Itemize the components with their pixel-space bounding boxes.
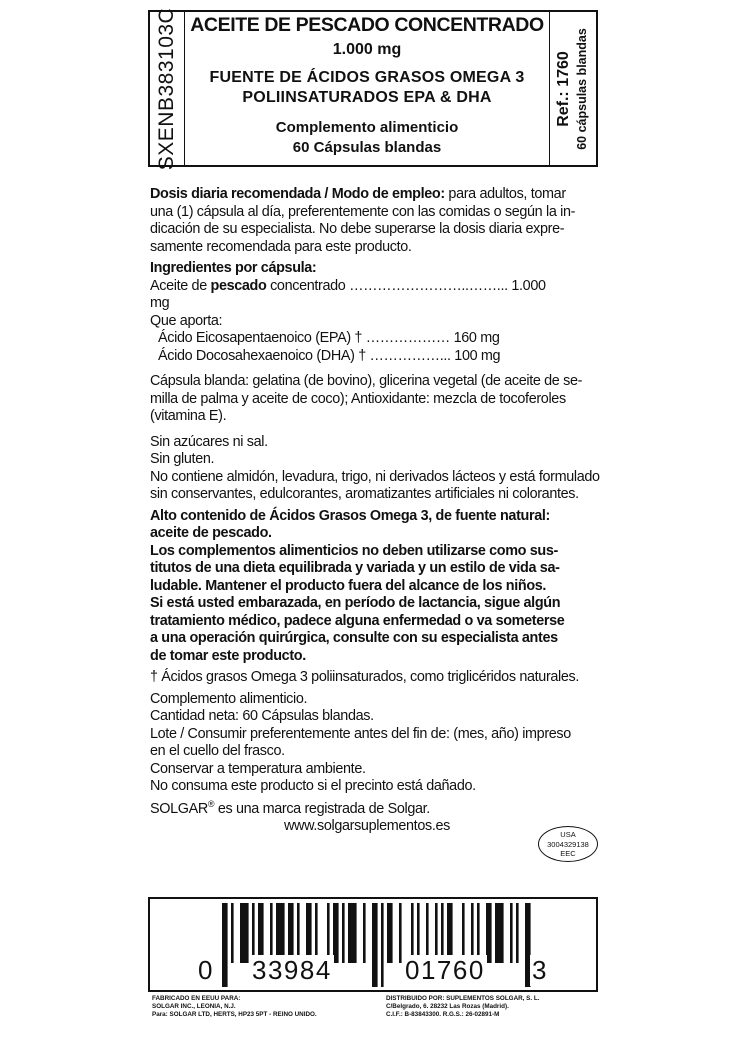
product-type: Complemento alimenticio	[275, 119, 459, 136]
ingredient-dha: Ácido Docosahexaenoico (DHA) † ……………... 100 mg	[158, 347, 501, 364]
barcode-bar	[288, 903, 294, 963]
product-subtitle-1: FUENTE DE ÁCIDOS GRASOS OMEGA 3	[209, 69, 525, 86]
product-code-panel	[150, 7, 185, 170]
product-dose: 1.000 mg	[332, 41, 402, 58]
warning-line-4: titutos de una dieta equilibrada y variada y un estilo de vida sa-	[150, 560, 560, 576]
dosage-line-3: dicación de su especialista. No debe superarse la dosis diaria expre-	[150, 221, 565, 237]
dosage-line-4: samente recomendada para este producto.	[150, 238, 412, 255]
warning-line-1: Alto contenido de Ácidos Grasos Omega 3, de fuente natural:	[150, 507, 550, 524]
barcode-bar	[381, 903, 384, 987]
info-line-6: No consuma este producto si el precinto está dañado.	[150, 778, 476, 794]
info-line-1: Complemento alimenticio.	[150, 690, 308, 707]
barcode-bar	[495, 903, 504, 963]
barcode-bar	[297, 903, 300, 963]
ingredient-epa: Ácido Eicosapentaenoico (EPA) † ……………… 160 mg	[158, 330, 500, 346]
barcode-bar	[258, 903, 264, 963]
barcode-bar	[399, 903, 402, 963]
barcode-digits-left: 33984	[252, 955, 332, 985]
product-title: ACEITE DE PESCADO CONCENTRADO	[190, 14, 544, 36]
barcode-bar	[222, 903, 228, 987]
product-subtitle-2: POLIINSATURADOS EPA & DHA	[242, 89, 492, 106]
barcode-box	[148, 897, 598, 992]
barcode-bar	[231, 903, 234, 963]
capsule-line-2: milla de palma y aceite de coco); Antioxidante: mezcla de tocoferoles	[150, 390, 566, 407]
warning-line-8: a una operación quirúrgica, consulte con su especialista antes	[150, 630, 558, 646]
free-from-line-1: Sin azúcares ni sal.	[150, 433, 268, 450]
provides-label: Que aporta:	[150, 312, 223, 329]
capsule-line-1: Cápsula blanda: gelatina (de bovino), glicerina vegetal (de aceite de se-	[150, 373, 583, 389]
barcode-bar	[441, 903, 444, 963]
barcode-bar	[240, 903, 249, 963]
warning-line-2: aceite de pescado.	[150, 525, 272, 541]
barcode-bar	[387, 903, 393, 963]
barcode-bar	[276, 903, 285, 963]
warning-line-5: ludable. Mantener el producto fuera del alcance de los niños.	[150, 577, 547, 594]
free-from-line-2: Sin gluten.	[150, 451, 215, 467]
barcode-bar	[510, 903, 513, 963]
manufacturer-block: FABRICADO EN EEUU PARA: SOLGAR INC., LEONIA, N.J. Para: SOLGAR LTD, HERTS, HP23 5PT - REINO UNIDO.	[152, 995, 317, 1019]
barcode-digit-system: 0	[198, 955, 214, 985]
barcode-bar	[417, 903, 420, 963]
product-quantity: 60 Cápsulas blandas	[292, 139, 442, 156]
ingredients-heading: Ingredientes por cápsula:	[150, 260, 317, 276]
reference-panel	[549, 12, 596, 165]
info-line-2: Cantidad neta: 60 Cápsulas blandas.	[150, 708, 374, 724]
barcode-bar	[270, 903, 273, 963]
product-code: SXENB383103C	[155, 7, 178, 170]
info-line-3: Lote / Consumir preferentemente antes del fin de: (mes, año) impreso	[150, 725, 571, 742]
dosage-label: Dosis diaria recomendada / Modo de empleo:	[150, 186, 445, 202]
barcode-bar	[516, 903, 519, 963]
barcode-bar	[462, 903, 465, 963]
barcode-bar	[486, 903, 492, 963]
header-center	[184, 12, 550, 156]
barcode-bar	[306, 903, 312, 963]
barcode-bar	[315, 903, 318, 963]
barcode-bar	[333, 903, 339, 963]
product-header-box	[148, 7, 598, 170]
label-body	[150, 186, 600, 835]
barcode-digit-check: 3	[532, 955, 548, 985]
barcode-bar	[426, 903, 429, 963]
barcode-bar	[342, 903, 345, 963]
warning-line-6: Si está usted embarazada, en período de lactancia, sigue algún	[150, 595, 561, 611]
barcode-bar	[447, 903, 453, 963]
barcode-bar	[363, 903, 366, 963]
eec-oval-seal: USA 3004329138 EEC	[538, 826, 598, 862]
warning-line-9: de tomar este producto.	[150, 647, 306, 664]
info-line-5: Conservar a temperatura ambiente.	[150, 760, 366, 777]
info-line-4: en el cuello del frasco.	[150, 743, 285, 759]
barcode-bar	[411, 903, 414, 963]
reference-number: Ref.: 1760	[555, 50, 572, 127]
footnote: † Ácidos grasos Omega 3 poliinsaturados, como triglicéridos naturales.	[150, 669, 580, 685]
free-from-line-3: No contiene almidón, levadura, trigo, ni derivados lácteos y está formulado	[150, 468, 600, 485]
website-link[interactable]: www.solgarsuplementos.es	[284, 817, 450, 834]
ingredient-oil-unit: mg	[150, 295, 170, 311]
distributor-block: DISTRIBUIDO POR: SUPLEMENTOS SOLGAR, S. L. C/Belgrado, 6. 28232 Las Rozas (Madrid). C.I.F.: B-83843300. R.G.S.: 26-02891-M	[386, 995, 540, 1019]
barcode-bar	[435, 903, 438, 963]
barcode-bar	[471, 903, 474, 963]
capsule-line-3: (vitamina E).	[150, 408, 227, 424]
barcode-bar	[252, 903, 255, 963]
barcode-bar	[327, 903, 330, 963]
barcode-bar	[372, 903, 378, 987]
warning-line-7: tratamiento médico, padece alguna enfermedad o va someterse	[150, 612, 565, 629]
dosage-line-2: una (1) cápsula al día, preferentemente con las comidas o según la in-	[150, 203, 576, 220]
barcode-bar	[477, 903, 480, 963]
barcode-bar	[348, 903, 357, 963]
free-from-line-4: sin conservantes, edulcorantes, aromatizantes artificiales ni colorantes.	[150, 486, 579, 502]
reference-quantity: 60 cápsulas blandas	[575, 27, 589, 150]
dosage-line-1: Dosis diaria recomendada / Modo de empleo: para adultos, tomar	[150, 186, 566, 202]
trademark-line: SOLGAR® es una marca registrada de Solgar.	[150, 798, 430, 817]
warning-line-3: Los complementos alimenticios no deben utilizarse como sus-	[150, 542, 558, 559]
barcode-digits-right: 01760	[405, 955, 485, 985]
ingredient-oil: Aceite de pescado concentrado ……………………..……... 1.000	[150, 277, 546, 294]
